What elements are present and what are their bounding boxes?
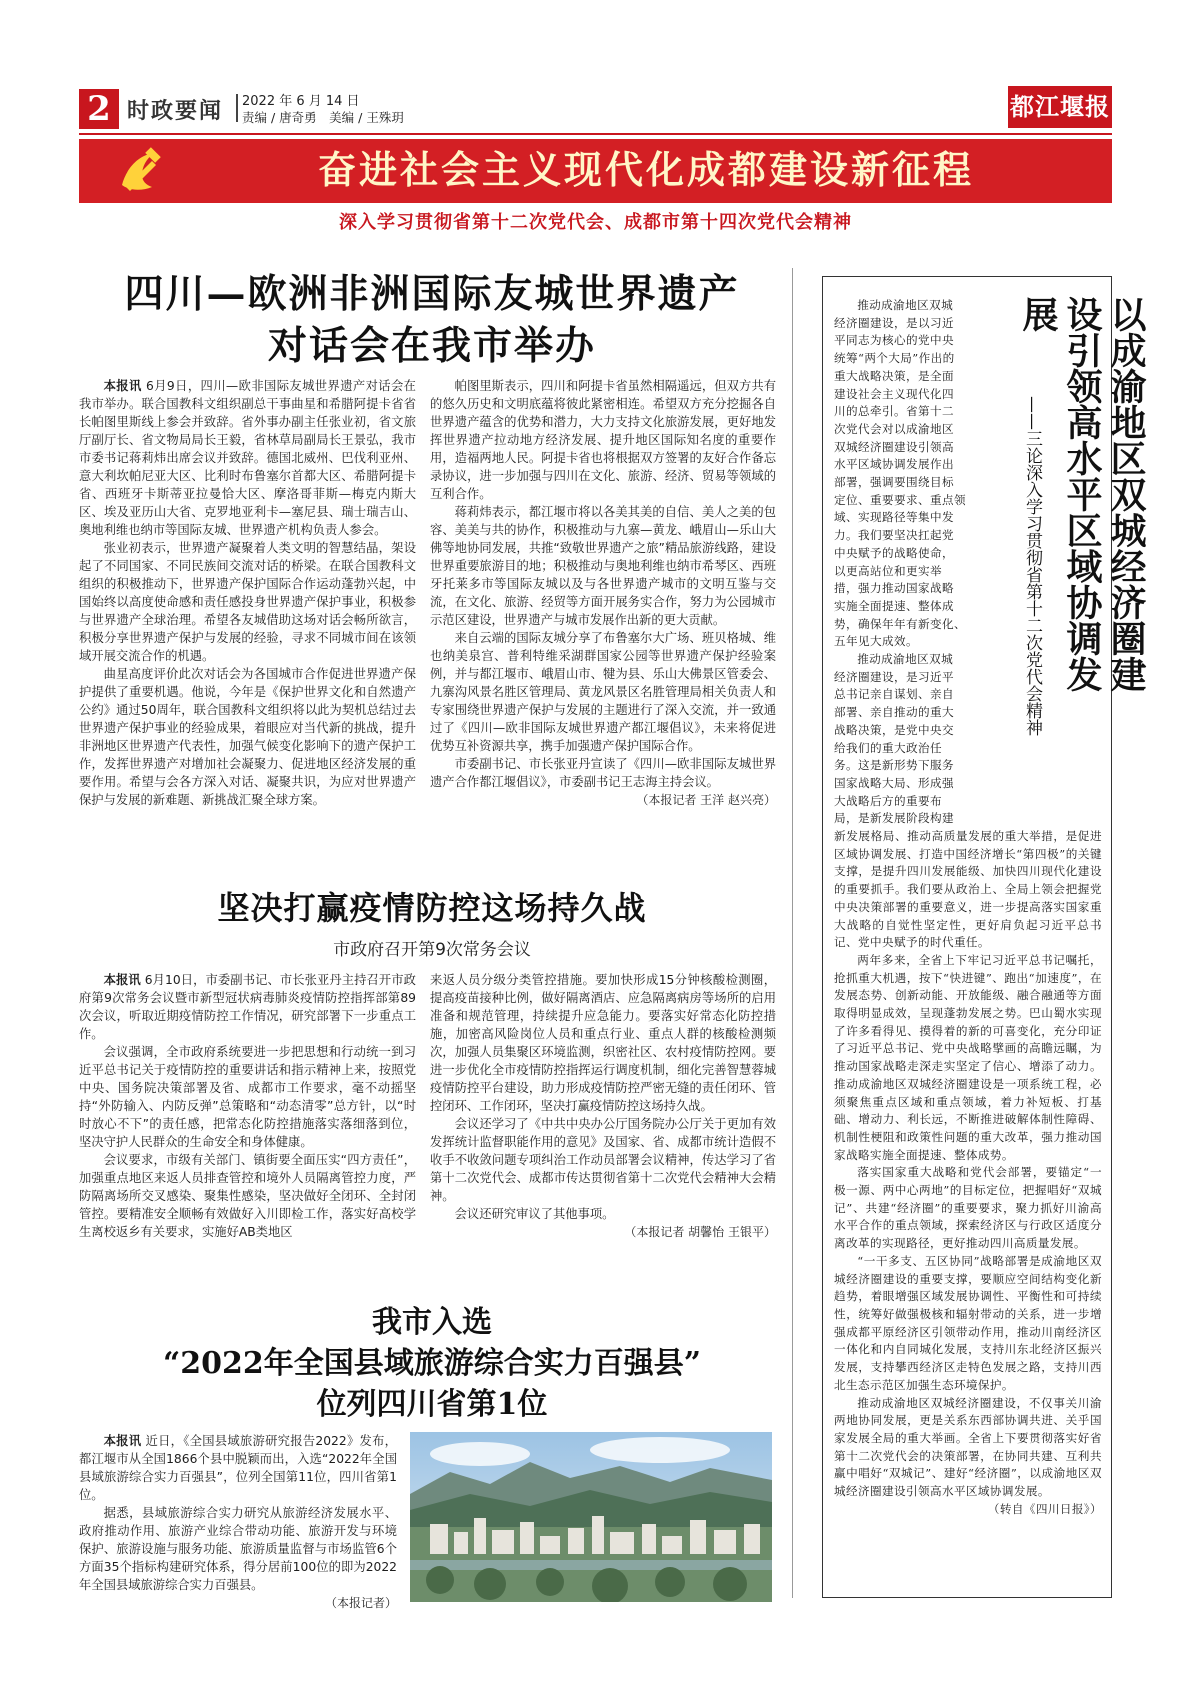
commentary-line: 统筹“两个大局”作出的	[834, 351, 955, 366]
article2-paragraph: 会议要求，市级有关部门、镇街要全面压实“四方责任”，加强重点地区来返人员排查管控和境外人员隔离管控力度，严防隔离场所交叉感染、聚集性感染，坚决做好全闭环、全封闭管控。要精准安全顺畅有效做好入川即检工作，落实好高校学生离校返乡有关要求，实施好AB类地区	[79, 1153, 416, 1239]
commentary-line: 措，强力推动国家战略	[834, 581, 954, 596]
banner-title: 奋进社会主义现代化成都建设新征程	[317, 148, 974, 192]
article3-paragraph: 近日，《全国县域旅游研究报告2022》发布，都江堰市从全国1866个县中脱颖而出，入选“2022年全国县域旅游综合实力百强县”，位列全国第11位，四川省第1位。	[79, 1434, 397, 1502]
commentary-line: 势，确保年年有新变化、	[834, 616, 966, 631]
commentary-line: 部署，强调要围绕目标	[834, 475, 954, 490]
header-rule	[79, 133, 1112, 135]
commentary-line: 给我们的重大政治任	[834, 740, 942, 755]
article2-paragraph: 6月10日，市委副书记、市长张亚丹主持召开市政府第9次常务会议暨市新型冠状病毒肺炎疫情防控指挥部第89次会议，听取近期疫情防控工作情况，研究部署下一步重点工作。	[79, 973, 416, 1041]
commentary-line: 以更高站位和更实举	[834, 563, 942, 578]
article2-paragraph: 会议强调，全市政府系统要进一步把思想和行动统一到习近平总书记关于疫情防控的重要讲话和指示精神上来，按照党中央、国务院决策部署及省、成都市工作要求，毫不动摇坚持“外防输入、内防反弹”总策略和“动态清零”总方针，以“时时放心不下”的责任感，把常态化防控措施落实落细落到位，坚决守护人民群众的生命安全和身体健康。	[79, 1045, 416, 1149]
party-emblem-icon	[112, 145, 164, 197]
article1-paragraph: 曲星高度评价此次对话会为各国城市合作促进世界遗产保护提供了重要机遇。他说，今年是《保护世界文化和自然遗产公约》通过50周年，联合国教科文组织将以此为契机总结过去世界遗产保护事业的经验成果，着眼应对当代新的挑战，提升非洲地区世界遗产代表性，加强气候变化影响下的遗产保护工作，发挥世界遗产对增加社会凝聚力、促进地区经济发展的重要作用。希望与会各方深入对话、凝聚共识，为应对世界遗产保护与发展的新难题、新挑战汇聚全球方案。	[79, 667, 416, 807]
article1-lead-label: 本报讯	[103, 379, 142, 393]
article1-paragraph: 来自云端的国际友城分享了布鲁塞尔大广场、班贝格城、维也纳美泉宫、普利特维采湖群国家公园等世界遗产保护经验案例，并与都江堰市、峨眉山市、犍为县、乐山大佛景区管委会、九寨沟风景名胜区管理局、黄龙风景区名胜管理局相关负责人和专家围绕世界遗产保护与发展的主题进行了深入交流，并一致通过了《四川—欧非国际友城世界遗产都江堰倡议》，未来将促进优势互补资源共享，携手加强遗产保护国际合作。	[430, 631, 776, 753]
commentary-paragraph: 推动成渝地区双城经济圈建设，不仅事关川渝两地协同发展，更是关系东西部协调共进、关乎国家发展全局的重大举画。全省上下要贯彻落实好省第十二次党代会的决策部署，在协同共建、互利共赢中唱好“双城记”、建好“经济圈”，以成渝地区双城经济圈建设引领高水平区域协调发展。	[834, 1395, 1102, 1499]
commentary-line: 建设社会主义现代化四	[834, 386, 954, 401]
commentary-paragraph: “一干多支、五区协同”战略部署是成渝地区双城经济圈建设的重要支撑，要顺应空间结构变化新趋势，着眼增强区域发展协调性、平衡性和可持续性，统筹好做强极核和辐射带动的关系，进一步增强成都平原经济区引领带动作用，推动川南经济区一体化和内自同城化发展，支持川东北经济区振兴发展，支持攀西经济区走特色发展之路，支持川西北生态示范区加强生态环境保护。	[834, 1253, 1102, 1392]
commentary-title: 以成渝地区双城经济圈建设引领高水平区域协调发展	[1017, 296, 1147, 692]
banner-subtitle: 深入学习贯彻省第十二次党代会、成都市第十四次党代会精神	[339, 212, 852, 233]
commentary-line: 定位、重要要求、重点领	[834, 492, 966, 507]
article1-paragraph: 帕图里斯表示，四川和阿提卡省虽然相隔遥远，但双方共有的悠久历史和文明底蕴将彼此紧密相连。希望双方充分挖掘各自世界遗产蕴含的优势和潜力，大力支持文化旅游发展，更好地发挥世界遗产拉动地方经济发展、提升地区国际知名度的重要作用，造福两地人民。阿提卡省也将根据双方签署的友好合作备忘录协议，进一步加强与四川在文化、旅游、经济、贸易等领域的互利合作。	[430, 379, 776, 501]
commentary-line: 大战略后方的重要布	[834, 793, 942, 808]
article1-byline: （本报记者 王洋 赵兴亮）	[636, 793, 776, 807]
commentary-paragraph: 两年多来，全省上下牢记习近平总书记嘱托，抢抓重大机遇，按下“快进键”、跑出“加速度”，在发展态势、创新动能、开放能级、融合融通等方面取得明显成效，呈现蓬勃发展之势。巴山蜀水实现了许多看得见、摸得着的新的可喜变化，充分印证了习近平总书记、党中央战略擘画的高瞻远瞩，为推动国家战略走深走实坚定了信心、增添了动力。推动成渝地区双城经济圈建设是一项系统工程，必须聚焦重点区域和重点领域，着力补短板、打基础、增动力、利长远，不断推进破解体制性障碍、机制性梗阻和政策性问题的重大改革，强力推动国家战略实施全面提速、整体成势。	[834, 952, 1102, 1162]
commentary-line: 力。我们要坚决扛起党	[834, 528, 954, 543]
article3-headline-line2: “2022年全国县域旅游综合实力百强县”	[162, 1346, 701, 1381]
article1-headline	[82, 268, 782, 372]
commentary-paragraph: 新发展格局、推动高质量发展的重大举措，是促进区域协调发展、打造中国经济增长“第四极”的关键支撑，是提升四川发展能级、加快四川现代化建设的重要抓手。我们要从政治上、全局上领会把握党中央决策部署的重要意义，进一步提高落实国家重大战略的自觉性坚定性，更好肩负起习近平总书记、党中央赋予的时代重任。	[834, 829, 1102, 950]
article2-paragraph: 会议还学习了《中共中央办公厅国务院办公厅关于更加有效发挥统计监督职能作用的意见》及国家、省、成都市统计造假不收手不收敛问题专项纠治工作动员部署会议精神，传达学习了省第十二次党代会、成都市传达贯彻省第十二次党代会精神大会精神。	[430, 1117, 776, 1203]
article3-headline-line1: 我市入选	[372, 1305, 492, 1340]
article2-column-2	[430, 971, 776, 1241]
article1-column-2	[430, 377, 776, 809]
article1-paragraph: 6月9日，四川—欧非国际友城世界遗产对话会在我市举办。联合国教科文组织副总干事曲星和希腊阿提卡省省长帕图里斯线上参会并致辞。省外事办副主任张业初，省文旅厅副厅长、省文物局局长王毅，省林草局副局长王景弘，我市市委书记蒋莉炜出席会议并致辞。德国北威州、巴伐利亚州、意大利坎帕尼亚大区、比利时布鲁塞尔首都大区、希腊阿提卡省、西班牙卡斯蒂亚拉曼恰大区、摩洛哥菲斯—梅克内斯大区、埃及亚历山大省、克罗地亚利卡—塞尼县、瑞士瑞吉山、奥地利维也纳市等国际友城、世界遗产机构负责人参会。	[79, 379, 416, 537]
article3-headline-line3: 位列四川省第1位	[316, 1387, 548, 1422]
commentary-line: 经济圈建设，是习近平	[834, 669, 954, 684]
page-number: 2	[79, 89, 119, 129]
commentary-line: 务。这是新形势下服务	[834, 758, 954, 773]
commentary-subtitle: ——三论深入学习贯彻省第十二次党代会精神	[1022, 396, 1042, 736]
commentary-line: 战略决策，是党中央交	[834, 722, 954, 737]
article2-byline: （本报记者 胡馨怡 王银平）	[624, 1225, 776, 1239]
article2-lead-label: 本报讯	[103, 973, 141, 987]
commentary-line: 经济圈建设，是以习近	[834, 315, 954, 330]
commentary-line: 域、实现路径等集中发	[834, 510, 954, 525]
article1-column-1	[79, 377, 416, 809]
article1-headline-line1: 四川—欧洲非洲国际友城世界遗产	[124, 271, 740, 317]
article3-byline: （本报记者）	[324, 1596, 397, 1610]
city-skyline-photo	[410, 1432, 772, 1602]
commentary-line: 五年见大成效。	[834, 634, 918, 649]
commentary-line: 重大战略决策，是全面	[834, 368, 954, 383]
commentary-line: 川的总牵引。省第十二	[834, 404, 954, 419]
commentary-line: 总书记亲自谋划、亲自	[834, 687, 954, 702]
commentary-line: 中央赋予的战略使命，	[834, 545, 954, 560]
newspaper-masthead: 都江堰报	[1008, 86, 1112, 128]
commentary-paragraph: 落实国家重大战略和党代会部署，要锚定“一极一源、两中心两地”的目标定位，把握唱好“双城记”、共建“经济圈”的重要要求，聚力抓好川渝高水平合作的重点领域，探索经济区与行政区适度分离改革的实现路径，更好推动四川高质量发展。	[834, 1165, 1102, 1251]
article1-paragraph: 蒋莉炜表示，都江堰市将以各美其美的自信、美人之美的包容、美美与共的协作，积极推动与九寨—黄龙、峨眉山—乐山大佛等地协同发展，共推“致敬世界遗产之旅”精品旅游线路，建设世界重要旅游目的地；积极推动与奥地利维也纳市希琴区、西班牙托莱多市等国际友城以及与各世界遗产城市的文明互鉴与交流，在文化、旅游、经贸等方面开展务实合作，努力为公园城市示范区建设，世界遗产与城市发展作出新的更大贡献。	[430, 505, 776, 627]
article3-body	[79, 1432, 397, 1612]
commentary-narrow-text	[834, 297, 1000, 828]
commentary-line: 水平区域协调发展作出	[834, 457, 954, 472]
article3-lead-label: 本报讯	[103, 1434, 142, 1448]
article2-headline: 坚决打赢疫情防控这场持久战	[217, 889, 647, 927]
commentary-line: 推动成渝地区双城	[857, 298, 954, 312]
issue-date: 2022 年 6 月 14 日	[242, 94, 360, 109]
commentary-line: 部署、亲自推动的重大	[834, 705, 954, 720]
article2-paragraph: 会议还研究审议了其他事项。	[454, 1207, 615, 1221]
commentary-line: 双城经济圈建设引领高	[834, 439, 954, 454]
commentary-line: 平同志为核心的党中央	[834, 333, 954, 348]
commentary-line: 推动成渝地区双城	[857, 652, 954, 667]
commentary-line: 次党代会对以成渝地区	[834, 421, 954, 436]
section-title: 时政要闻	[127, 99, 224, 124]
article2-column-1	[79, 971, 416, 1241]
article2-subheadline: 市政府召开第9次常务会议	[333, 940, 531, 960]
article1-headline-line2: 对话会在我市举办	[267, 323, 596, 369]
article1-paragraph: 市委副书记、市长张亚丹宣读了《四川—欧非国际友城世界遗产合作都江堰倡议》，市委副书记王志海主持会议。	[430, 757, 776, 789]
article1-paragraph: 张业初表示，世界遗产凝聚着人类文明的智慧结晶，架设起了不同国家、不同民族间交流对话的桥梁。在联合国教科文组织的积极推动下，世界遗产保护国际合作运动蓬勃兴起，中国始终以高度使命感和责任感投身世界遗产保护事业，积极参与世界遗产全球治理。希望各友城借助这场对话会畅所欲言，积极分享世界遗产保护与发展的经验，寻求不同城市间在该领域开展交流合作的机遇。	[79, 541, 416, 663]
commentary-line: 局，是新发展阶段构建	[834, 811, 954, 826]
editor-credits: 责编 / 唐奇勇 美编 / 王殊玥	[242, 110, 404, 125]
section-divider	[236, 94, 238, 122]
commentary-line: 实施全面提速、整体成	[834, 598, 954, 613]
commentary-line: 国家战略大局、形成强	[834, 775, 954, 790]
commentary-byline: （转自《四川日报》）	[987, 1501, 1102, 1516]
column-divider	[792, 268, 793, 1598]
article3-paragraph: 据悉，县域旅游综合实力研究从旅游经济发展水平、政府推动作用、旅游产业综合带动功能、旅游开发与环境保护、旅游设施与服务功能、旅游质量监督与市场监管6个方面35个指标构建研究体系，得分居前100位的即为2022年全国县域旅游综合实力百强县。	[79, 1506, 397, 1592]
commentary-wide-text	[834, 828, 1102, 1518]
article3-headline	[82, 1302, 782, 1425]
article2-paragraph: 来返人员分级分类管控措施。要加快形成15分钟核酸检测圈，提高疫苗接种比例，做好隔离酒店、应急隔离病房等场所的启用准备和规范管理，持续提升应急能力。要落实好常态化防控措施，加密高风险岗位人员和重点行业、重点人群的核酸检测频次，加强人员集聚区环境监测，织密社区、农村疫情防控网。要进一步优化全市疫情防控指挥运行调度机制，细化完善智慧蓉城疫情防控平台建设，助力形成疫情防控严密无缝的责任闭环、管控闭环、工作闭环，坚决打赢疫情防控这场持久战。	[430, 973, 776, 1113]
